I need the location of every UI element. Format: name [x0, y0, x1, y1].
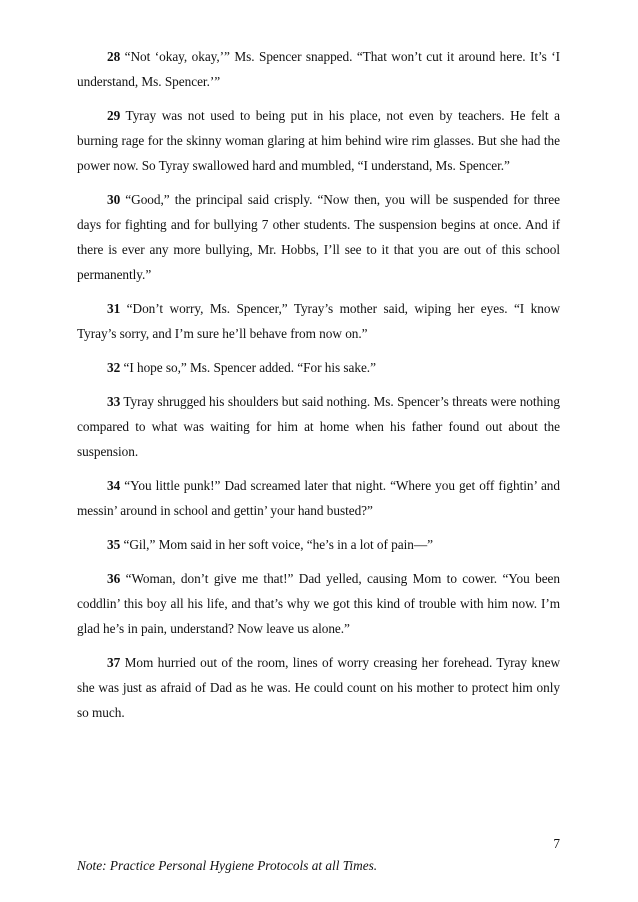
paragraph-text: Tyray shrugged his shoulders but said nothing. Ms. Spencer’s threats were nothing compared to what was waiting for him at home when his father found out about the suspension.	[77, 394, 560, 459]
paragraph-number: 35	[107, 537, 121, 552]
paragraph-30	[77, 187, 560, 287]
paragraph-29	[77, 103, 560, 178]
paragraph-number: 36	[107, 571, 121, 586]
page-number: 7	[553, 836, 560, 851]
paragraph-number: 30	[107, 192, 121, 207]
paragraph-text: “Don’t worry, Ms. Spencer,” Tyray’s mother said, wiping her eyes. “I know Tyray’s sorry, and I’m sure he’ll behave from now on.”	[77, 301, 560, 341]
paragraph-36	[77, 566, 560, 641]
footer-note: Note: Practice Personal Hygiene Protocols at all Times.	[77, 858, 378, 873]
paragraph-28	[77, 44, 560, 94]
paragraph-text: “I hope so,” Ms. Spencer added. “For his sake.”	[123, 360, 376, 375]
paragraph-text: “Good,” the principal said crisply. “Now then, you will be suspended for three days for fighting and for bullying 7 other students. The suspension begins at once. And if there is ever any more bullying, Mr. Hobbs, I’ll see to it that you are out of this school permanently.”	[77, 192, 560, 282]
paragraph-text: “Woman, don’t give me that!” Dad yelled, causing Mom to cower. “You been coddlin’ this boy all his life, and that’s why we got this kind of trouble with him now. I’m glad he’s in pain, understand? Now leave us alone.”	[77, 571, 560, 636]
paragraph-text: “Gil,” Mom said in her soft voice, “he’s in a lot of pain—”	[123, 537, 433, 552]
paragraph-text: “You little punk!” Dad screamed later that night. “Where you get off fightin’ and messin’ around in school and gettin’ your hand busted?”	[77, 478, 560, 518]
paragraph-number: 34	[107, 478, 121, 493]
paragraph-32	[77, 355, 560, 380]
paragraph-number: 31	[107, 301, 121, 316]
document-body	[77, 44, 560, 734]
paragraph-number: 37	[107, 655, 121, 670]
paragraph-35	[77, 532, 560, 557]
paragraph-37	[77, 650, 560, 725]
paragraph-33	[77, 389, 560, 464]
paragraph-number: 29	[107, 108, 121, 123]
paragraph-text: “Not ‘okay, okay,’” Ms. Spencer snapped. “That won’t cut it around here. It’s ‘I understand, Ms. Spencer.’”	[77, 49, 560, 89]
paragraph-31	[77, 296, 560, 346]
paragraph-34	[77, 473, 560, 523]
paragraph-number: 32	[107, 360, 121, 375]
paragraph-text: Mom hurried out of the room, lines of worry creasing her forehead. Tyray knew she was just as afraid of Dad as he was. He could count on his mother to protect him only so much.	[77, 655, 560, 720]
paragraph-number: 33	[107, 394, 121, 409]
paragraph-number: 28	[107, 49, 121, 64]
paragraph-text: Tyray was not used to being put in his place, not even by teachers. He felt a burning rage for the skinny woman glaring at him behind wire rim glasses. But she had the power now. So Tyray swallowed hard and mumbled, “I understand, Ms. Spencer.”	[77, 108, 560, 173]
